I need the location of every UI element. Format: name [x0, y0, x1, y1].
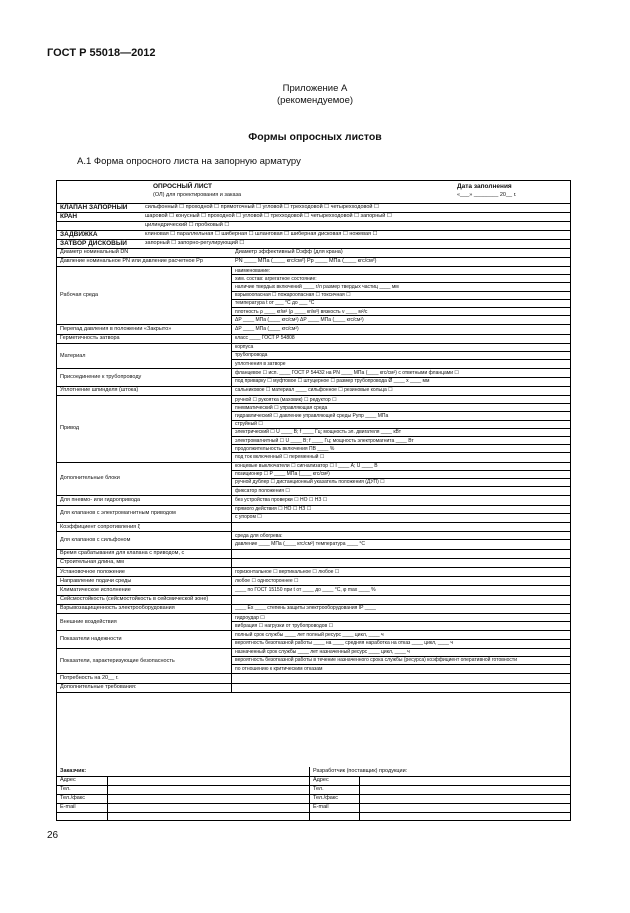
- block-line[interactable]: полный срок службы ____ лет полный ресурс ____ цикл, ____ ч: [235, 631, 384, 638]
- supplier-label: Разработчик (поставщик) продукции:: [313, 768, 408, 774]
- form-block: [57, 343, 570, 370]
- block-line[interactable]: ΔP ____ МПа (____ кгс/см²) ΔP ____ МПа (____ кгс/см²): [235, 316, 364, 323]
- contact-field-right: Тел.: [313, 786, 324, 792]
- contact-field-left: Тел.: [60, 786, 71, 792]
- block-line[interactable]: позиционер ☐ P ____ МПа (____ кгс/см²): [235, 471, 330, 478]
- contact-row: [57, 803, 570, 813]
- block-label: Взрывозащищенность электрооборудования: [60, 605, 175, 612]
- block-line[interactable]: сальниковое ☐ материал ____ сильфонное ☐ резиновые кольца ☐: [235, 387, 393, 394]
- row-label: ЗАТВОР ДИСКОВЫЙ: [60, 240, 127, 247]
- form-block: [57, 531, 570, 549]
- block-label: Сейсмостойкость (сейсмостойкость в сейсмической зоне): [60, 596, 209, 603]
- form-block: [57, 683, 570, 693]
- document-header: ГОСТ Р 55018—2012: [47, 47, 156, 59]
- row-label: Давление номинальное PN или давление расчетное Pр: [60, 258, 203, 264]
- form-title: ОПРОСНЫЙ ЛИСТ: [153, 183, 212, 190]
- form-subtitle: (ОЛ) для проектирования и заказа: [153, 192, 242, 198]
- form-block: [57, 613, 570, 631]
- subsection-title: А.1 Форма опросного листа на запорную арматуру: [77, 156, 301, 167]
- form-block: [57, 395, 570, 463]
- contacts-table: [57, 767, 570, 820]
- block-line[interactable]: назначенный срок службы ____ лет назначенный ресурс ____ цикл, ____ ч: [235, 649, 410, 656]
- block-line[interactable]: по отношению к критическим отказам: [235, 665, 323, 672]
- form-block: [57, 648, 570, 675]
- contact-field-right: E-mail: [313, 804, 329, 810]
- block-line[interactable]: под приварку ☐ муфтовое ☐ штуцерное ☐ размер трубопровода Ø ____ х ____ мм: [235, 378, 430, 385]
- block-line[interactable]: электромагнитный ☐ U ____ В; f ____ Гц; мощность электромагнита ____ Вт: [235, 437, 414, 444]
- block-label: Перепад давления в положении «Закрыто»: [60, 325, 172, 332]
- block-line[interactable]: любое ☐ одностороннее ☐: [235, 577, 299, 584]
- row-value: Диаметр эффективный Dэфф (для крана): [235, 249, 343, 255]
- block-line[interactable]: ручной ☐ рукоятка (маховик) ☐ редуктор ☐: [235, 396, 337, 403]
- contact-field-right: Адрес: [313, 777, 329, 783]
- block-label: Климатическое исполнение: [60, 586, 131, 593]
- block-line[interactable]: хим. состав: агрегатное состояние:: [235, 275, 317, 282]
- block-line[interactable]: давление ____ МПа (____ кгс/см²) температура ____ °С: [235, 540, 365, 547]
- block-line[interactable]: среда для обогрева:: [235, 532, 283, 539]
- block-line[interactable]: ΔP ____ МПа (____ кгс/см²): [235, 325, 299, 332]
- contact-field-left: E-mail: [60, 804, 76, 810]
- form-header: [57, 181, 570, 204]
- block-line[interactable]: продолжительность включения ПВ ____ %: [235, 445, 335, 452]
- appendix-subtitle: (рекомендуемое): [276, 95, 354, 106]
- block-label: Для пневмо- или гидропривода: [60, 496, 141, 503]
- block-label: Привод: [60, 425, 80, 432]
- block-label: Время срабатывания для клапана с приводом, с: [60, 550, 185, 557]
- block-line[interactable]: струйный ☐: [235, 421, 263, 428]
- block-label: Установочное положение: [60, 568, 125, 575]
- block-line[interactable]: под ток включенный ☐ переменный ☐: [235, 453, 325, 460]
- appendix-title: Приложение А: [282, 83, 348, 94]
- block-label: Направление подачи среды: [60, 577, 132, 584]
- block-line[interactable]: прямого действия ☐ НО ☐ НЗ ☐: [235, 506, 312, 513]
- block-line[interactable]: корпуса: [235, 344, 254, 351]
- form-block: [57, 462, 570, 497]
- block-line[interactable]: взрывоопасная ☐ пожароопасная ☐ токсичная ☐: [235, 292, 351, 299]
- block-line[interactable]: вероятность безотказной работы в течение назначенного срока службы (ресурса) коэффициент оперативной готовности: [235, 657, 518, 664]
- block-line[interactable]: ____ Ex ____ степень защиты электрооборудования IP ____: [235, 605, 376, 612]
- block-label: Показатели, характеризующие безопасность: [60, 657, 175, 664]
- row-value: сильфонный ☐ проходной ☐ прямоточный ☐ угловой ☐ трехходовой ☐ четырехходовой ☐: [145, 204, 379, 210]
- block-line[interactable]: трубопровода: [235, 352, 268, 359]
- block-label: Внешние воздействия: [60, 618, 117, 625]
- block-line[interactable]: концевые выключатели ☐ сигнализатор ☐ I ____ А; U ____ В: [235, 463, 378, 470]
- block-line[interactable]: ручной дублер ☐ дистанционный указатель положения (ДУП) ☐: [235, 479, 385, 486]
- block-line[interactable]: наличие твердых включений ____ г/л размер твердых частиц ____ мм: [235, 283, 399, 290]
- block-label: Коэффициент сопротивления ξ: [60, 523, 141, 530]
- block-line[interactable]: уплотнения в затворе: [235, 360, 286, 367]
- block-label: Показатели надежности: [60, 636, 122, 643]
- block-label: Для клапанов с сильфоном: [60, 536, 131, 543]
- row-label: КЛАПАН ЗАПОРНЫЙ: [60, 204, 128, 211]
- block-label: Материал: [60, 352, 86, 359]
- block-label: Герметичность затвора: [60, 335, 120, 342]
- block-line[interactable]: ____ по ГОСТ 15150 при t от ____ до ____ °С, φ max ____ %: [235, 586, 376, 593]
- block-line[interactable]: фланцевое ☐ исп. ____ ГОСТ Р 54432 на PN ____ МПа (____ кгс/см²) с ответными фланцами ☐: [235, 369, 459, 376]
- questionnaire-form: [56, 180, 571, 821]
- row-value: PN ____ МПа (____ кгс/см²) Pр ____ МПа (____ кгс/см²): [235, 258, 377, 264]
- block-line[interactable]: вибрация ☐ нагрузки от трубопроводов ☐: [235, 622, 334, 629]
- form-block: [57, 505, 570, 523]
- block-label: Потребность на 20__ г.: [60, 674, 119, 681]
- block-label: Дополнительные требования:: [60, 684, 137, 691]
- row-label: Диаметр номинальный DN: [60, 249, 129, 255]
- block-label: Для клапанов с электромагнитным приводом: [60, 510, 176, 517]
- date-label: Дата заполнения: [457, 183, 512, 190]
- block-line[interactable]: плотность ρ ____ кг/м³ (ρ ____ кг/м³) вязкость ν ____ м²/с: [235, 308, 368, 315]
- block-line[interactable]: с упором ☐: [235, 514, 262, 521]
- form-block: [57, 266, 570, 325]
- contact-field-left: Адрес: [60, 777, 76, 783]
- row-value: шаровой ☐ конусный ☐ проходной ☐ угловой ☐ трехходовой ☐ четырехходовой ☐ запорный ☐: [145, 213, 392, 219]
- row-value: запорный ☐ запорно-регулирующий ☐: [145, 240, 245, 246]
- date-value: «___» ________ 20__ г.: [457, 192, 517, 198]
- section-title: Формы опросных листов: [248, 131, 382, 143]
- form-block: [57, 630, 570, 648]
- block-line[interactable]: гидравлический ☐ давление управляющей среды Pупр ____ МПа: [235, 412, 389, 419]
- block-line[interactable]: наименование:: [235, 267, 271, 274]
- block-line[interactable]: электрический ☐ U ____ В; f ____ Гц; мощность эл. двигателя ____ кВт: [235, 429, 402, 436]
- row-value: клиновая ☐ параллельная ☐ шиберная ☐ шланговая ☐ шиберная дисковая ☐ ножевая ☐: [145, 231, 378, 237]
- block-line[interactable]: гидроудар ☐: [235, 614, 265, 621]
- block-label: Строительная длина, мм: [60, 559, 124, 566]
- page-number: 26: [47, 830, 59, 841]
- block-line[interactable]: вероятность безотказной работы ____ на ____ средняя наработка на отказ ____ цикл, ____ ч: [235, 640, 453, 647]
- block-label: Уплотнение шпинделя (штока): [60, 387, 139, 394]
- block-line[interactable]: без устройства проверки ☐ НО ☐ НЗ ☐: [235, 496, 328, 503]
- block-line[interactable]: класс ____ ГОСТ Р 54808: [235, 335, 295, 342]
- contact-field-right: Тел./факс: [313, 795, 338, 801]
- contact-field-left: Тел./факс: [60, 795, 85, 801]
- block-line[interactable]: фиксатор положения ☐: [235, 487, 290, 494]
- block-label: Рабочая среда: [60, 292, 99, 299]
- row-value: цилиндрический ☐ пробковый ☐: [145, 222, 230, 228]
- form-block: [57, 368, 570, 386]
- block-line[interactable]: пневматический ☐ управляющая среда: [235, 404, 328, 411]
- block-line[interactable]: горизонтальное ☐ вертикальное ☐ любое ☐: [235, 568, 340, 575]
- row-label: ЗАДВИЖКА: [60, 231, 98, 238]
- block-label: Присоединение к трубопроводу: [60, 374, 142, 381]
- block-label: Дополнительные блоки: [60, 475, 120, 482]
- customer-label: Заказчик:: [60, 768, 87, 774]
- row-label: КРАН: [60, 213, 78, 220]
- block-line[interactable]: температура t от ___ °С до ___ °С: [235, 300, 315, 307]
